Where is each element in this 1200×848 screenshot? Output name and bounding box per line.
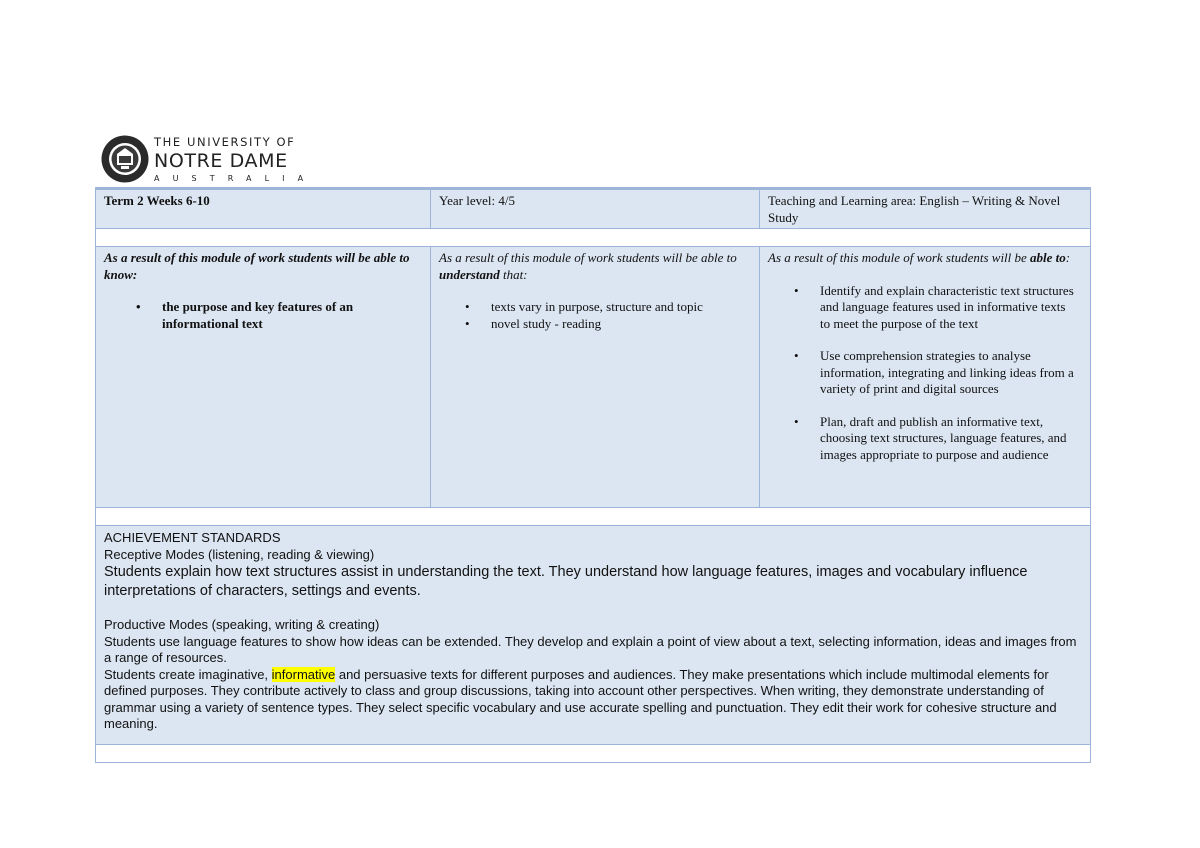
spacer-row <box>95 508 1091 526</box>
term-cell: Term 2 Weeks 6-10 <box>96 190 431 228</box>
achievement-heading: ACHIEVEMENT STANDARDS <box>104 530 281 545</box>
list-item: • Use comprehension strategies to analyse information, integrating and linking ideas from a variety of print and digital sources <box>794 348 1074 396</box>
planning-table <box>95 187 1091 763</box>
list-item: • novel study - reading <box>465 315 602 331</box>
know-cell <box>96 247 431 507</box>
outcomes-row <box>95 247 1091 508</box>
know-item-text: the purpose and key features of an informational text <box>162 299 354 331</box>
list-item: • Plan, draft and publish an informative text, choosing text structures, language features, and images appropriate to purpose and audience <box>794 413 1067 462</box>
able-item-text: Use comprehension strategies to analyse information, integrating and linking ideas from a variety of print and digital sources <box>820 348 1074 396</box>
receptive-heading: Receptive Modes (listening, reading & viewing) <box>104 546 375 562</box>
able-intro-end: : <box>1065 250 1071 265</box>
understand-intro-start: As a result of this module of work students will be able to <box>439 250 737 265</box>
understand-intro-end: that: <box>499 266 528 282</box>
productive-text-2-start: Students create imaginative, <box>104 666 272 682</box>
understand-item-text: novel study - reading <box>491 315 602 331</box>
able-item-text: Plan, draft and publish an informative text, choosing text structures, language features, and images appropriate to purpose and audience <box>820 413 1067 462</box>
logo-line-australia: AUSTRALIA <box>154 174 317 183</box>
able-intro-bold: able to <box>1030 250 1066 265</box>
know-intro: As a result of this module of work students will be able to know: <box>104 250 410 282</box>
able-cell <box>760 247 1090 507</box>
header-row <box>95 187 1091 229</box>
achievement-row <box>95 526 1091 745</box>
logo-line-notre-dame: NOTRE DAME <box>154 150 288 172</box>
understand-cell <box>431 247 760 507</box>
able-item-text: Identify and explain characteristic text structures and language features used in informative texts to meet the purpose of the text <box>820 282 1074 331</box>
able-intro <box>768 250 1082 267</box>
receptive-text: Students explain how text structures assist in understanding the text. They understand how language features, images and vocabulary influence interpretations of characters, settings and events. <box>104 564 1028 599</box>
productive-text-2-end: and persuasive texts for different purposes and audiences. They make presentations which include multimodal elements for defined purposes. They contribute actively to class and group discussions, taking into account other perspectives. When writing, they demonstrate understanding of grammar using a variety of sentence types. They select specific vocabulary and use accurate spelling and punctuation. They edit their work for cohesive structure and meaning. <box>104 666 1057 731</box>
list-item: • texts vary in purpose, structure and topic <box>465 299 703 314</box>
highlighted-word: informative <box>271 666 336 682</box>
spacer-row <box>95 229 1091 247</box>
list-item: • the purpose and key features of an informational text <box>136 299 354 331</box>
understand-item-text: texts vary in purpose, structure and topic <box>491 299 703 314</box>
university-logo <box>100 132 317 188</box>
able-intro-start: As a result of this module of work students will be <box>768 250 1031 265</box>
logo-line-university-of: THE UNIVERSITY OF <box>154 135 296 149</box>
understand-list <box>465 299 751 332</box>
list-item: • Identify and explain characteristic text structures and language features used in informative texts to meet the purpose of the text <box>794 282 1074 331</box>
university-seal-icon <box>100 132 150 186</box>
learning-area-cell: Teaching and Learning area: English – Writing & Novel Study <box>768 193 1061 225</box>
able-list <box>794 282 1076 464</box>
productive-text-2 <box>104 667 1082 733</box>
achievement-standards-cell <box>96 526 1090 744</box>
know-list <box>136 299 416 332</box>
year-level-cell: Year level: 4/5 <box>431 190 760 228</box>
productive-heading: Productive Modes (speaking, writing & creating) <box>104 617 380 632</box>
understand-intro-bold: understand <box>439 266 500 282</box>
understand-intro <box>439 250 751 283</box>
spacer-row <box>95 745 1091 763</box>
productive-text-1: Students use language features to show how ideas can be extended. They develop and explain a point of view about a text, selecting information, ideas and images from a range of resources. <box>104 633 1077 665</box>
